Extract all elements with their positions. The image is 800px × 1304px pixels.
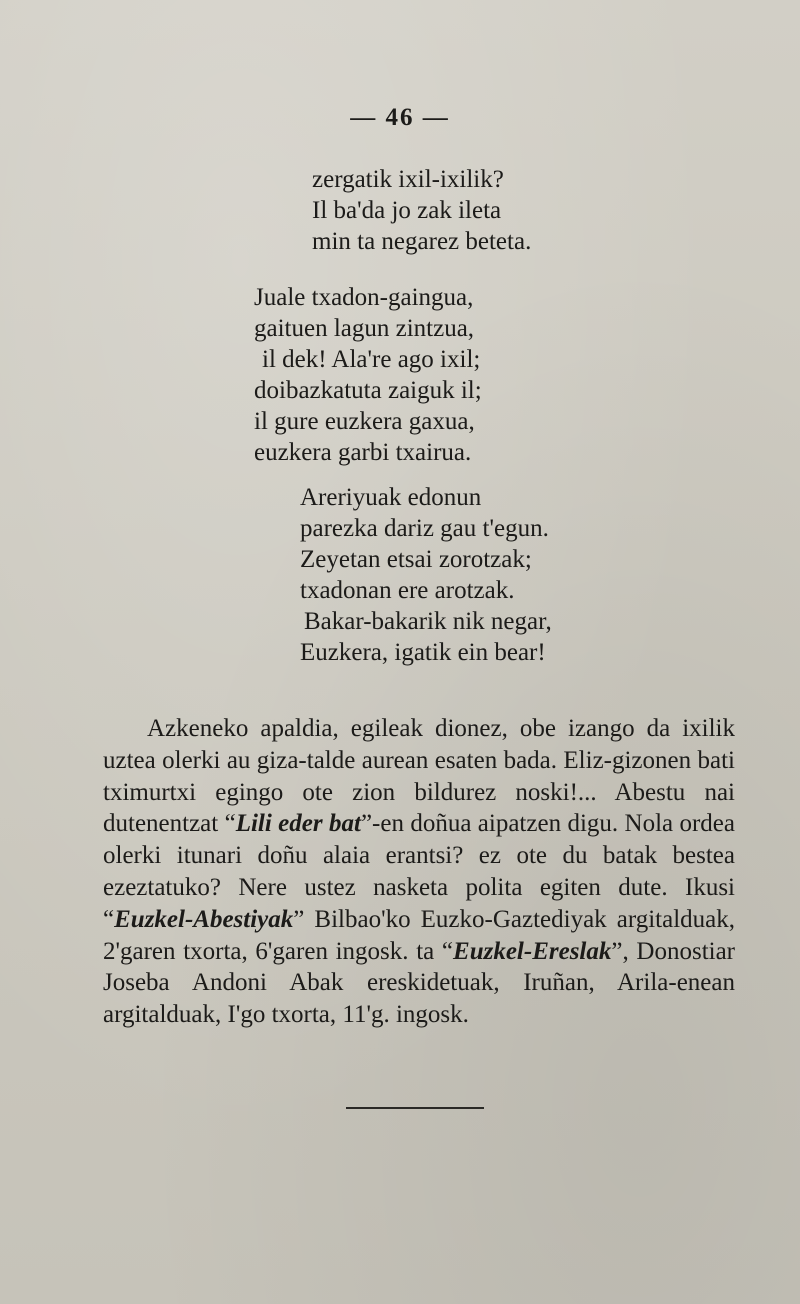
poem-line: Il ba'da jo zak ileta xyxy=(312,197,502,224)
poem-line: gaituen lagun zintzua, xyxy=(254,315,475,342)
poem-line: min ta negarez beteta. xyxy=(312,228,532,255)
poem-line: txadonan ere arotzak. xyxy=(300,577,515,604)
poem-line: Euzkera, igatik ein bear! xyxy=(300,639,546,666)
page-number: — 46 — xyxy=(350,104,450,131)
poem-line: Juale txadon-gaingua, xyxy=(254,284,474,311)
poem-stanza-2 xyxy=(254,282,482,468)
prose-text: ”-en doñua aipatzen digu. Nola ordea olerki itunari doñu alaia erantsi? ez ote du batak bestea ezeztatuko? Nere ustez nasketa polita egiten dute. Ikusi “ xyxy=(103,810,736,933)
prose-text: ” Bilbao'ko Euzko-Gaztediyak argitalduak, 2'garen txorta, 6'garen ingosk. ta “ xyxy=(103,905,735,965)
book-title-euzkel-abestiyak: Euzkel-Abestiyak xyxy=(114,905,294,933)
poem-line: parezka dariz gau t'egun. xyxy=(300,515,549,542)
poem-line: Bakar-bakarik nik negar, xyxy=(304,608,552,635)
poem-line: euzkera garbi txairua. xyxy=(254,439,472,466)
poem-line: il gure euzkera gaxua, xyxy=(254,408,475,435)
poem-line: il dek! Ala're ago ixil; xyxy=(262,346,481,373)
commentary-paragraph xyxy=(103,713,735,1031)
poem-line: Areriyuak edonun xyxy=(300,484,482,511)
poem-line: zergatik ixil-ixilik? xyxy=(312,166,504,193)
poem-line: Zeyetan etsai zorotzak; xyxy=(300,546,532,573)
end-rule-divider xyxy=(346,1107,484,1109)
prose-text: Azkeneko apaldia, egileak dionez, obe izango da ixilik uztea olerki au giza-talde aurean esaten bada. Eliz-gizonen bati tximurtxi egingo ote zion bildurez noski!... Abestu nai dutenentzat “ xyxy=(103,715,735,838)
poem-line: doibazkatuta zaiguk il; xyxy=(254,377,482,404)
poem-stanza-3 xyxy=(300,482,552,668)
book-title-euzkel-ereslak: Euzkel-Ereslak xyxy=(453,937,612,965)
poem-stanza-1 xyxy=(312,164,531,257)
song-title-lili-eder-bat: Lili eder bat xyxy=(235,810,361,838)
prose-text: ”, Donostiar Joseba Andoni Abak ereskidetuak, Iruñan, Arila-enean argitalduak, I'go txorta, 11'g. ingosk. xyxy=(103,937,736,1029)
